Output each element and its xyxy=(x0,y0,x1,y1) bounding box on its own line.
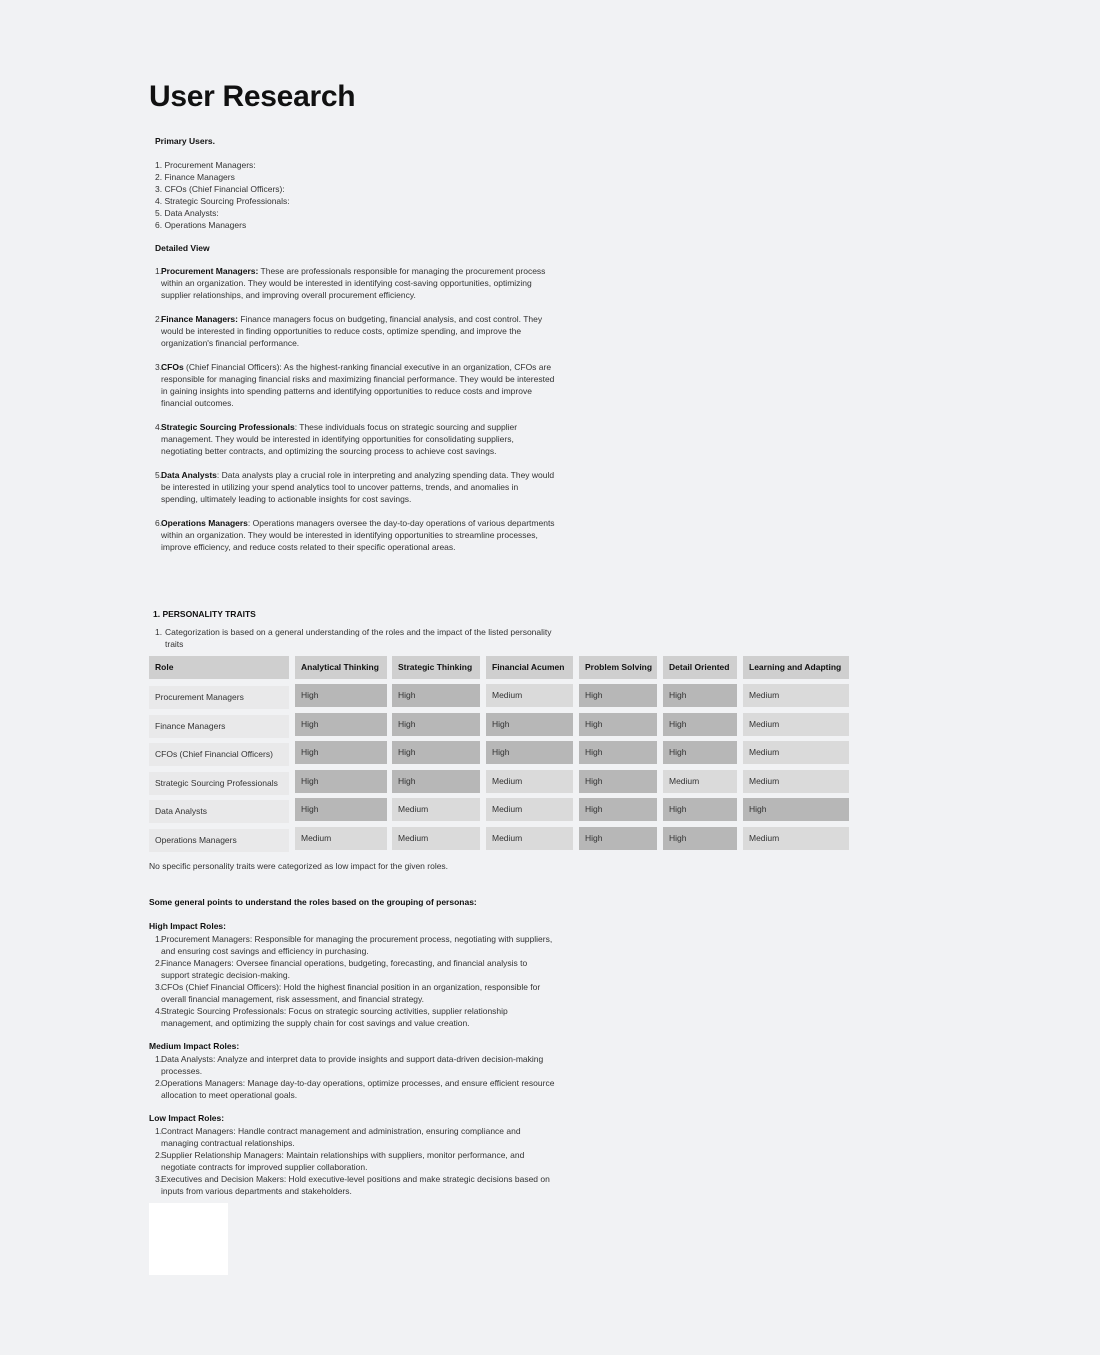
impact-group-item xyxy=(155,1125,555,1149)
impact-item-number: 2. xyxy=(155,1150,163,1160)
table-value-cell: High xyxy=(663,684,737,707)
table-value-cell: Medium xyxy=(392,827,480,850)
impact-item-text: Operations Managers: Manage day-to-day operations, optimize processes, and ensure efficient resource allocation to meet operational goals. xyxy=(161,1078,555,1100)
table-role-cell: Operations Managers xyxy=(149,829,289,852)
primary-user-item: 5. Data Analysts: xyxy=(155,208,219,218)
table-value-cell: High xyxy=(295,713,387,736)
detail-item-number: 6. xyxy=(155,518,163,528)
detail-item xyxy=(155,361,555,409)
table-header-cell: Learning and Adapting xyxy=(743,656,849,679)
note-text: Categorization is based on a general understanding of the roles and the impact of the listed personality traits xyxy=(165,627,552,649)
impact-item-text: Executives and Decision Makers: Hold executive-level positions and make strategic decisions based on inputs from various departments and stakeholders. xyxy=(161,1174,550,1196)
table-value-cell: High xyxy=(392,713,480,736)
table-value-cell: High xyxy=(579,827,657,850)
detailed-view-label: Detailed View xyxy=(155,243,210,253)
page-title: User Research xyxy=(149,80,356,113)
primary-users-list xyxy=(155,159,290,231)
impact-group-item xyxy=(155,1173,555,1197)
impact-group-item xyxy=(155,981,555,1005)
detail-item-term: Data Analysts xyxy=(161,470,217,480)
general-points-heading: Some general points to understand the roles based on the grouping of personas: xyxy=(149,897,477,907)
impact-item-number: 2. xyxy=(155,1078,163,1088)
impact-item-text: Data Analysts: Analyze and interpret data to provide insights and support data-driven decision-making processes. xyxy=(161,1054,544,1076)
detail-item-term: CFOs xyxy=(161,362,184,372)
table-role-cell: CFOs (Chief Financial Officers) xyxy=(149,743,289,766)
personality-traits-heading: 1. PERSONALITY TRAITS xyxy=(153,609,256,619)
impact-group-list xyxy=(155,1125,555,1197)
table-header-cell: Detail Oriented xyxy=(663,656,737,679)
detailed-view-list xyxy=(155,265,555,565)
table-value-cell: High xyxy=(486,741,573,764)
table-value-cell: Medium xyxy=(743,770,849,793)
table-header-cell: Problem Solving xyxy=(579,656,657,679)
detail-item-text xyxy=(161,469,555,505)
table-header-cell: Financial Acumen xyxy=(486,656,573,679)
impact-group-item xyxy=(155,933,555,957)
detail-item-description: : Data analysts play a crucial role in interpreting and analyzing spending data. They would be interested in utilizing your spend analytics tool to uncover patterns, trends, and anomalies in spending, ultimately leading to actionable insights for cost savings. xyxy=(161,470,555,504)
detail-item xyxy=(155,469,555,505)
primary-user-item: 4. Strategic Sourcing Professionals: xyxy=(155,196,290,206)
table-value-cell: High xyxy=(743,798,849,821)
impact-item-text: Strategic Sourcing Professionals: Focus on strategic sourcing activities, supplier relationship management, and optimizing the supply chain for cost savings and value creation. xyxy=(161,1006,508,1028)
impact-group-item xyxy=(155,1149,555,1173)
detail-item xyxy=(155,421,555,457)
table-role-cell: Data Analysts xyxy=(149,800,289,823)
impact-item-text: CFOs (Chief Financial Officers): Hold the highest financial position in an organization, responsible for overall financial management, risk assessment, and financial strategy. xyxy=(161,982,541,1004)
impact-item-text: Supplier Relationship Managers: Maintain relationships with suppliers, monitor performance, and negotiate contracts for improved supplier collaboration. xyxy=(161,1150,525,1172)
table-footnote: No specific personality traits were categorized as low impact for the given roles. xyxy=(149,861,449,871)
table-value-cell: High xyxy=(295,741,387,764)
detail-item-text xyxy=(161,421,555,457)
detail-item-description: : Operations managers oversee the day-to-day operations of various departments within an organization. They would be interested in identifying opportunities to streamline processes, improve efficiency, and reduce costs related to their specific operational areas. xyxy=(161,518,555,552)
impact-group-item xyxy=(155,1077,555,1101)
table-value-cell: High xyxy=(663,827,737,850)
detail-item-text xyxy=(161,313,555,349)
table-value-cell: Medium xyxy=(486,770,573,793)
table-value-cell: High xyxy=(663,713,737,736)
detail-item-term: Operations Managers xyxy=(161,518,248,528)
table-value-cell: Medium xyxy=(392,798,480,821)
table-value-cell: Medium xyxy=(743,713,849,736)
table-value-cell: Medium xyxy=(743,827,849,850)
table-header-cell: Strategic Thinking xyxy=(392,656,480,679)
primary-user-item: 3. CFOs (Chief Financial Officers): xyxy=(155,184,285,194)
detail-item-term-rest: (Chief Financial Officers) xyxy=(183,362,280,372)
table-value-cell: High xyxy=(579,741,657,764)
table-value-cell: High xyxy=(486,713,573,736)
detail-item xyxy=(155,265,555,301)
detail-item-number: 3. xyxy=(155,362,163,372)
table-value-cell: High xyxy=(663,798,737,821)
impact-group-item xyxy=(155,1053,555,1077)
detail-item xyxy=(155,517,555,553)
impact-item-number: 4. xyxy=(155,1006,163,1016)
impact-group-item xyxy=(155,1005,555,1029)
detail-item-description: : As the highest-ranking financial executive in an organization, CFOs are responsible for managing financial risks and maximizing financial performance. They would be interested in gaining insights into spending patterns and identifying opportunities to reduce costs and improve financial outcomes. xyxy=(161,362,555,408)
detail-item-text xyxy=(161,361,555,409)
table-value-cell: High xyxy=(295,684,387,707)
impact-item-number: 1. xyxy=(155,934,163,944)
table-value-cell: Medium xyxy=(486,827,573,850)
detail-item-number: 1. xyxy=(155,266,163,276)
impact-group-list xyxy=(155,1053,555,1101)
detail-item-number: 4. xyxy=(155,422,163,432)
table-header-cell: Analytical Thinking xyxy=(295,656,387,679)
table-value-cell: High xyxy=(295,770,387,793)
personality-traits-note xyxy=(155,626,555,650)
table-role-cell: Strategic Sourcing Professionals xyxy=(149,772,289,795)
detail-item-text xyxy=(161,517,555,553)
impact-group-label: High Impact Roles: xyxy=(149,921,226,931)
table-value-cell: High xyxy=(579,713,657,736)
detail-item-number: 5. xyxy=(155,470,163,480)
impact-item-number: 1. xyxy=(155,1054,163,1064)
table-header-role: Role xyxy=(149,656,289,679)
note-number: 1. xyxy=(155,627,163,637)
impact-item-number: 2. xyxy=(155,958,163,968)
detail-item-description: These are professionals responsible for managing the procurement process within an organization. They would be interested in identifying cost-saving opportunities, optimizing supplier relationships, and improving overall procurement efficiency. xyxy=(161,266,546,300)
table-value-cell: High xyxy=(392,770,480,793)
table-value-cell: Medium xyxy=(295,827,387,850)
primary-user-item: 1. Procurement Managers: xyxy=(155,160,256,170)
detail-item-term: Procurement Managers: xyxy=(161,266,259,276)
table-value-cell: High xyxy=(579,770,657,793)
table-value-cell: High xyxy=(663,741,737,764)
primary-users-label: Primary Users. xyxy=(155,136,216,146)
detail-item-number: 2. xyxy=(155,314,163,324)
impact-item-text: Procurement Managers: Responsible for managing the procurement process, negotiating with suppliers, and ensuring cost savings and efficiency in purchasing. xyxy=(161,934,553,956)
detail-item xyxy=(155,313,555,349)
blank-card xyxy=(149,1203,228,1275)
table-value-cell: High xyxy=(579,684,657,707)
impact-group-label: Low Impact Roles: xyxy=(149,1113,225,1123)
detail-item-text xyxy=(161,265,555,301)
table-value-cell: High xyxy=(392,741,480,764)
impact-group-label: Medium Impact Roles: xyxy=(149,1041,240,1051)
detail-item-description: Finance managers focus on budgeting, financial analysis, and cost control. They would be interested in finding opportunities to reduce costs, optimize spending, and improve the organization's financial performance. xyxy=(161,314,543,348)
primary-user-item: 2. Finance Managers xyxy=(155,172,235,182)
impact-item-text: Contract Managers: Handle contract management and administration, ensuring compliance and managing contractual relationships. xyxy=(161,1126,521,1148)
table-value-cell: Medium xyxy=(663,770,737,793)
primary-user-item: 6. Operations Managers xyxy=(155,220,247,230)
impact-group-list xyxy=(155,933,555,1029)
impact-item-number: 1. xyxy=(155,1126,163,1136)
table-value-cell: High xyxy=(392,684,480,707)
table-value-cell: Medium xyxy=(743,741,849,764)
detail-item-description: : These individuals focus on strategic sourcing and supplier management. They would be interested in identifying opportunities for consolidating suppliers, negotiating better contracts, and optimizing the sourcing process to achieve cost savings. xyxy=(161,422,518,456)
table-role-cell: Procurement Managers xyxy=(149,686,289,709)
table-value-cell: Medium xyxy=(486,684,573,707)
impact-group-item xyxy=(155,957,555,981)
detail-item-term: Strategic Sourcing Professionals xyxy=(161,422,295,432)
detail-item-term: Finance Managers: xyxy=(161,314,238,324)
impact-item-number: 3. xyxy=(155,1174,163,1184)
table-value-cell: Medium xyxy=(743,684,849,707)
impact-item-text: Finance Managers: Oversee financial operations, budgeting, forecasting, and financial analysis to support strategic decision-making. xyxy=(161,958,528,980)
table-value-cell: High xyxy=(579,798,657,821)
table-role-cell: Finance Managers xyxy=(149,715,289,738)
table-value-cell: High xyxy=(295,798,387,821)
impact-item-number: 3. xyxy=(155,982,163,992)
table-value-cell: Medium xyxy=(486,798,573,821)
